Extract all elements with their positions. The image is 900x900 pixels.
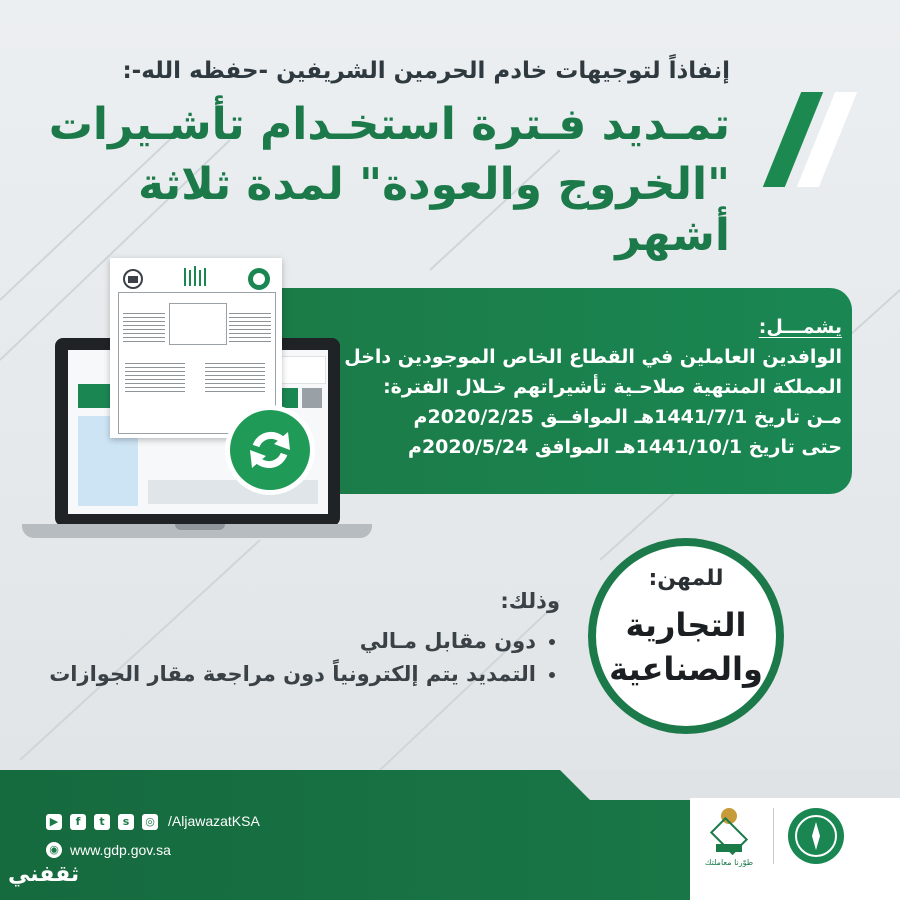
panel-line-4: حتى تاريخ 1441/10/1هـ الموافق 2020/5/24م <box>408 436 842 459</box>
profession-label: للمهن: <box>648 566 724 591</box>
profession-line-2: والصناعية <box>609 650 763 688</box>
panel-line-2: المملكة المنتهية صلاحـية تأشيراتهم خـلال الفترة: <box>383 376 842 399</box>
snapchat-icon[interactable]: s <box>118 814 134 830</box>
title-line-2: "الخروج والعودة" لمدة ثلاثة أشهر <box>137 159 730 261</box>
details-heading: وذلك: <box>500 589 560 613</box>
details-list <box>40 625 560 692</box>
youtube-icon[interactable]: ▶ <box>46 814 62 830</box>
passports-badge-icon <box>122 268 144 290</box>
laptop-notch <box>175 524 225 530</box>
form-lines <box>125 363 185 393</box>
globe-icon: ◉ <box>46 842 62 858</box>
profession-line-1: التجارية <box>625 606 747 644</box>
passports-logo-icon <box>706 804 752 856</box>
twitter-icon[interactable]: t <box>94 814 110 830</box>
website-link[interactable]: www.gdp.gov.sa <box>70 842 171 858</box>
refresh-icon <box>230 410 310 490</box>
absher-logo-icon <box>182 264 208 292</box>
ministry-emblem-icon <box>786 806 846 866</box>
panel-line-3: مـن تاريخ 1441/7/1هـ الموافــق 2020/2/25م <box>413 406 842 429</box>
facebook-icon[interactable]: f <box>70 814 86 830</box>
intro-text: إنفاذاً لتوجيهات خادم الحرمين الشريفين -حفظه الله-: <box>122 58 730 84</box>
details-bullet: • التمديد يتم إلكترونياً دون مراجعة مقار الجوازات <box>40 658 536 692</box>
title-line-1: تمـديد فـترة استخـدام تأشـيرات <box>48 99 730 150</box>
watermark-text: ثقفني <box>8 862 80 887</box>
passports-logo-caption: طوّرنا معاملتك <box>704 858 754 867</box>
screen-icon-tile <box>302 388 322 408</box>
form-lines <box>205 363 265 393</box>
panel-line-1: الوافدين العاملين في القطاع الخاص الموجودين داخل <box>344 346 842 369</box>
footer-top-edge <box>0 770 900 800</box>
details-section <box>40 585 560 692</box>
instagram-icon[interactable]: ◎ <box>142 814 158 830</box>
screen-logo-box <box>278 356 326 384</box>
info-panel-text <box>302 312 842 462</box>
form-lines <box>123 313 165 343</box>
footer-divider <box>773 808 774 864</box>
form-box <box>169 303 227 345</box>
social-handle[interactable]: /AljawazatKSA <box>168 813 260 829</box>
form-lines <box>229 313 271 343</box>
panel-heading: يشمـــل: <box>758 316 842 338</box>
details-bullet: • دون مقابل مـالي <box>40 625 536 659</box>
ministry-emblem-icon <box>246 266 272 292</box>
